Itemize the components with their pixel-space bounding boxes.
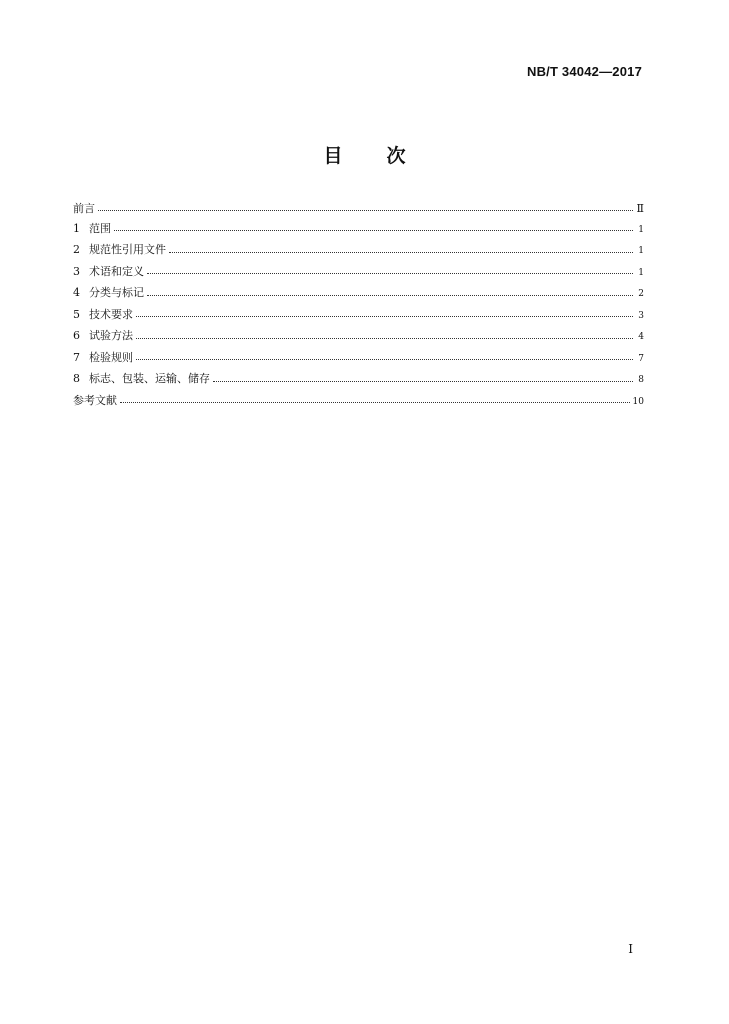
toc-entry-page: 2: [638, 289, 644, 299]
toc-entry-label: 技术要求: [89, 307, 133, 321]
toc-entry-foreword[interactable]: [73, 199, 644, 219]
toc-entry-label: 范围: [89, 221, 111, 235]
toc-entry-number: 3: [73, 264, 80, 278]
toc-entry-label: 前言: [73, 202, 95, 215]
toc-entry-page: 1: [638, 267, 644, 278]
leader-dots: [147, 267, 633, 277]
toc-entry-number: 1: [73, 221, 80, 235]
title-char-1: 目: [323, 145, 343, 167]
toc-entry-label: 分类与标记: [89, 286, 144, 299]
toc-entry-page: 1: [638, 224, 644, 235]
table-of-contents: [73, 199, 644, 412]
toc-entry-number: 6: [73, 329, 80, 342]
leader-dots: [213, 375, 633, 385]
toc-entry-1[interactable]: [73, 219, 644, 241]
toc-entry-label: 规范性引用文件: [89, 243, 166, 256]
standard-code: NB/T 34042—2017: [526, 64, 642, 79]
toc-entry-page: 10: [632, 396, 644, 407]
toc-entry-4[interactable]: [73, 283, 644, 305]
toc-entry-number: 4: [73, 286, 80, 299]
toc-entry-page: 8: [638, 375, 644, 385]
toc-entry-label: 术语和定义: [89, 264, 144, 278]
toc-entry-label: 检验规则: [89, 350, 133, 364]
leader-dots: [114, 224, 633, 234]
page-title: [0, 141, 729, 168]
title-char-2: 次: [386, 145, 406, 167]
toc-entry-number: 7: [73, 350, 80, 364]
toc-entry-3[interactable]: [73, 262, 644, 284]
toc-entry-5[interactable]: [73, 305, 644, 327]
page-number: I: [628, 942, 633, 956]
toc-entry-number: 8: [73, 372, 80, 385]
toc-entry-number: 2: [73, 243, 80, 256]
leader-dots: [98, 204, 633, 214]
toc-entry-page: 1: [638, 246, 644, 256]
toc-entry-page: Ⅱ: [636, 202, 644, 215]
toc-entry-2[interactable]: [73, 240, 644, 262]
toc-entry-7[interactable]: [73, 348, 644, 370]
toc-entry-label: 试验方法: [89, 329, 133, 342]
toc-entry-page: 4: [638, 332, 644, 342]
toc-entry-6[interactable]: [73, 326, 644, 348]
toc-entry-number: 5: [73, 307, 80, 321]
leader-dots: [136, 353, 633, 363]
toc-entry-page: 7: [638, 353, 644, 364]
toc-entry-references[interactable]: [73, 391, 644, 413]
toc-entry-label: 参考文献: [73, 393, 117, 407]
leader-dots: [169, 246, 633, 256]
toc-entry-label: 标志、包装、运输、储存: [89, 372, 210, 385]
toc-entry-8[interactable]: [73, 369, 644, 391]
leader-dots: [136, 332, 633, 342]
toc-entry-page: 3: [638, 310, 644, 321]
leader-dots: [136, 310, 633, 320]
leader-dots: [147, 289, 633, 299]
leader-dots: [120, 396, 630, 406]
